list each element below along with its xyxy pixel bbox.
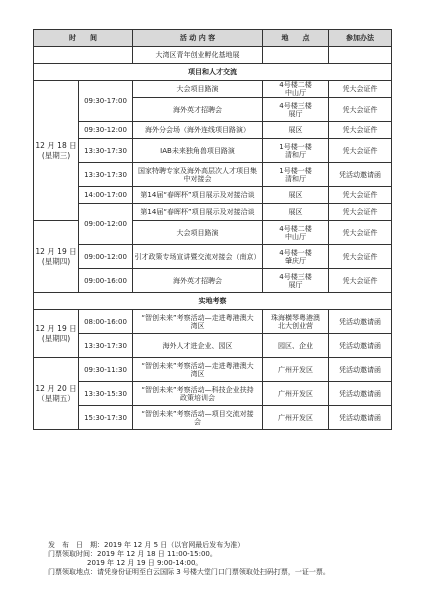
location-cell: 展区: [263, 187, 329, 204]
content-cell: 海外英才招聘会: [133, 269, 263, 293]
content-cell: 海外人才进企业、园区: [133, 334, 263, 358]
content-cell: 大会项目路演: [133, 221, 263, 245]
header-content: 活 动 内 容: [133, 30, 263, 47]
section-row: [34, 64, 392, 81]
table-header-row: [34, 30, 392, 47]
banner-text: 大湾区青年创业孵化基地展: [133, 47, 263, 64]
publish-date-note: 发 布 日 期：2019 年 12 月 5 日（以官网最后发布为准）: [48, 541, 245, 549]
method-cell: 凭大会证件: [329, 204, 392, 221]
table-row: [34, 139, 392, 163]
method-cell: 凭活动邀请函: [329, 163, 392, 187]
date-cell: [34, 358, 79, 430]
time-cell: 09:30-17:00: [79, 81, 133, 122]
header-time: 时 间: [34, 30, 133, 47]
table-row: [34, 406, 392, 430]
date-label: 12 月 20 日: [35, 383, 77, 393]
time-cell: 13:30-17:30: [79, 334, 133, 358]
content-cell: 引才政策专场宣讲暨交流对接会（南京）: [133, 245, 263, 269]
location-cell: 广州开发区: [263, 358, 329, 382]
date-label: 12 月 19 日: [35, 323, 77, 333]
section-talent: 项目和人才交流: [34, 64, 392, 81]
content-cell: “智创未来”考察活动—走进粤港澳大 湾区: [133, 358, 263, 382]
table-row: [34, 358, 392, 382]
time-cell: 09:30-12:00: [79, 122, 133, 139]
location-cell: 珠海横琴粤港澳 北大创业营: [263, 310, 329, 334]
method-cell: 凭大会证件: [329, 122, 392, 139]
table-row: [34, 81, 392, 98]
time-cell: 13:30-17:30: [79, 163, 133, 187]
time-cell: 09:00-12:00: [79, 204, 133, 245]
location-cell: 展区: [263, 122, 329, 139]
time-cell: 13:30-17:30: [79, 139, 133, 163]
location-cell: 展区: [263, 204, 329, 221]
content-cell: IAB未来独角兽项目路演: [133, 139, 263, 163]
method-cell: 凭大会证件: [329, 98, 392, 122]
weekday-label: （星期五）: [37, 393, 75, 403]
method-cell: 凭大会证件: [329, 221, 392, 245]
weekday-label: (星期四): [41, 333, 71, 343]
location-cell: 4号楼一楼 肇庆厅: [263, 245, 329, 269]
method-cell: 凭大会证件: [329, 139, 392, 163]
table-row: [34, 245, 392, 269]
date-cell: [34, 81, 79, 221]
time-cell: 15:30-17:30: [79, 406, 133, 430]
content-cell: 海外分会场（海外连线项目路演）: [133, 122, 263, 139]
date-label: 12 月 19 日: [35, 246, 77, 256]
schedule-table: [33, 29, 392, 430]
notes-block: [48, 541, 408, 577]
method-cell: 凭活动邀请函: [329, 382, 392, 406]
ticket-time-note: 门票领取时间：2019 年 12 月 18 日 11:00-15:00。: [48, 550, 217, 558]
content-cell: “智创未来”考察活动—项目交流对接 会: [133, 406, 263, 430]
time-cell: 09:00-12:00: [79, 245, 133, 269]
header-method: 参加办法: [329, 30, 392, 47]
location-cell: 1号楼一楼 清和厅: [263, 163, 329, 187]
header-location: 地 点: [263, 30, 329, 47]
time-cell: 08:00-16:00: [79, 310, 133, 334]
ticket-place-note: 门票领取地点：请凭身份证明至白云国际 3 号楼大堂门口门票领取处扫码打票，一证一票。: [48, 568, 330, 576]
content-cell: 国家特聘专家及海外高层次人才项目集 中对接会: [133, 163, 263, 187]
method-cell: 凭活动邀请函: [329, 406, 392, 430]
time-cell: 14:00-17:00: [79, 187, 133, 204]
table-row: [34, 334, 392, 358]
method-cell: 凭大会证件: [329, 269, 392, 293]
table-row: [34, 382, 392, 406]
method-cell: 凭大会证件: [329, 187, 392, 204]
location-cell: 4号楼二楼 中山厅: [263, 221, 329, 245]
table-row: [34, 163, 392, 187]
content-cell: 第14届“春晖杯”项目展示及对接洽谈: [133, 187, 263, 204]
location-cell: 广州开发区: [263, 382, 329, 406]
weekday-label: (星期三): [41, 150, 71, 160]
date-cell: [34, 221, 79, 293]
method-cell: 凭活动邀请函: [329, 310, 392, 334]
section-row: [34, 293, 392, 310]
date-label: 12 月 18 日: [35, 140, 77, 150]
method-cell: 凭大会证件: [329, 81, 392, 98]
ticket-time-note-2: 2019 年 12 月 19 日 9:00-14:00。: [87, 559, 203, 567]
section-visit: 实地考察: [34, 293, 392, 310]
content-cell: “智创未来”考察活动—走进粤港澳大 湾区: [133, 310, 263, 334]
content-cell: 大会项目路演: [133, 81, 263, 98]
table-row: [34, 122, 392, 139]
weekday-label: (星期四): [41, 256, 71, 266]
table-row: [34, 310, 392, 334]
content-cell: 海外英才招聘会: [133, 98, 263, 122]
time-cell: 09:00-16:00: [79, 269, 133, 293]
content-cell: “智创未来”考察活动—科技企业扶持 政策培训会: [133, 382, 263, 406]
location-cell: 4号楼二楼 中山厅: [263, 81, 329, 98]
location-cell: 园区、企业: [263, 334, 329, 358]
method-cell: 凭活动邀请函: [329, 334, 392, 358]
table-row: [34, 204, 392, 221]
time-cell: 09:30-11:30: [79, 358, 133, 382]
table-row: [34, 187, 392, 204]
location-cell: 广州开发区: [263, 406, 329, 430]
banner-row: [34, 47, 392, 64]
method-cell: 凭活动邀请函: [329, 358, 392, 382]
location-cell: 4号楼三楼 展厅: [263, 269, 329, 293]
time-cell: 13:30-15:30: [79, 382, 133, 406]
method-cell: 凭大会证件: [329, 245, 392, 269]
content-cell: 第14届“春晖杯”项目展示及对接洽谈: [133, 204, 263, 221]
date-cell: [34, 310, 79, 358]
location-cell: 4号楼三楼 展厅: [263, 98, 329, 122]
location-cell: 1号楼一楼 清和厅: [263, 139, 329, 163]
table-row: [34, 269, 392, 293]
